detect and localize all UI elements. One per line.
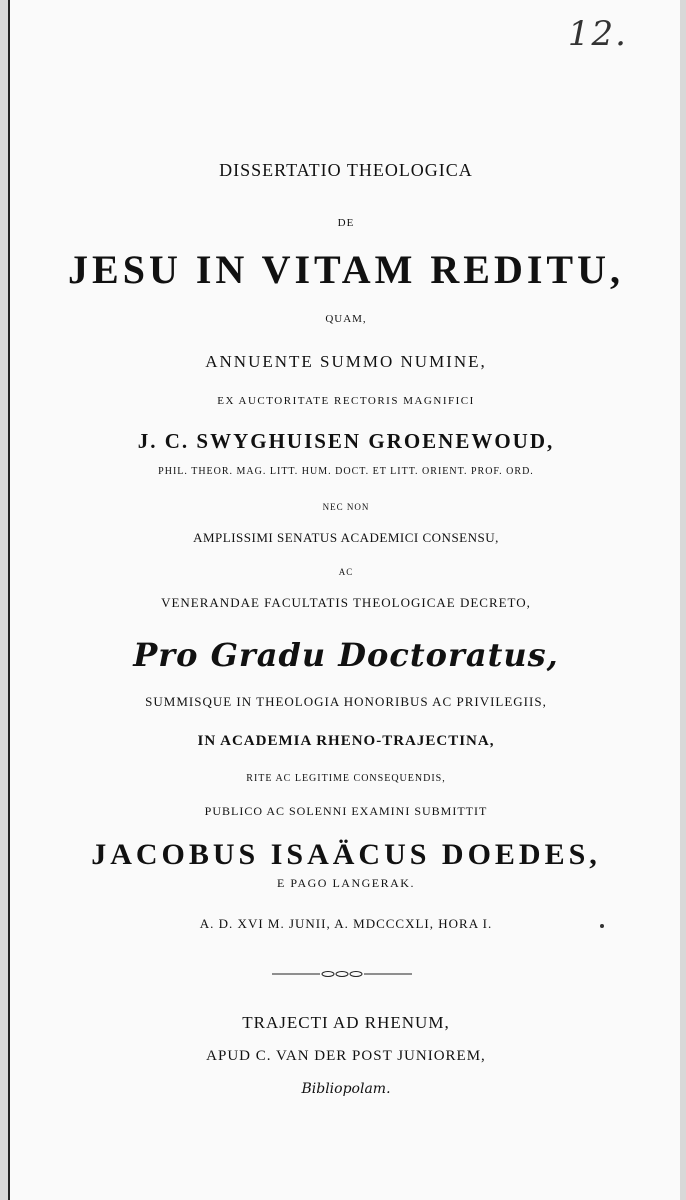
auctoritate-line: EX AUCTORITATE RECTORIS MAGNIFICI	[217, 395, 475, 407]
quam-line: QUAM,	[325, 313, 367, 325]
imprint-place: TRAJECTI AD RHENUM,	[242, 1013, 450, 1032]
ac-line: AC	[338, 567, 354, 577]
author-origin: E PAGO LANGERAK.	[277, 876, 415, 890]
annuente-line: ANNUENTE SUMMO NUMINE,	[205, 352, 487, 371]
academia-line: IN ACADEMIA RHENO-TRAJECTINA,	[197, 733, 495, 749]
senatus-line: AMPLISSIMI SENATUS ACADEMICI CONSENSU,	[193, 530, 499, 545]
preposition-de: DE	[337, 217, 355, 229]
author-name: JACOBUS ISAÄCUS DOEDES,	[91, 838, 601, 871]
imprint-bibliopolam: Bibliopolam.	[301, 1081, 391, 1097]
ink-speck	[600, 924, 604, 928]
rector-name: J. C. SWYGHUISEN GROENEWOUD,	[137, 429, 555, 453]
nec-non-line: NEC NON	[322, 502, 370, 512]
facultatis-line: VENERANDAE FACULTATIS THEOLOGICAE DECRETO,	[161, 595, 531, 610]
defense-date: A. D. XVI M. JUNII, A. MDCCCXLI, HORA I.	[199, 916, 493, 931]
examini-line: PUBLICO AC SOLENNI EXAMINI SUBMITTIT	[204, 804, 488, 818]
imprint-publisher: APUD C. VAN DER POST JUNIOREM,	[206, 1048, 486, 1064]
honoribus-line: SUMMISQUE IN THEOLOGIA HONORIBUS AC PRIVILEGIIS,	[145, 694, 547, 709]
title-page	[8, 0, 680, 1200]
rector-titles: PHIL. THEOR. MAG. LITT. HUM. DOCT. ET LITT. ORIENT. PROF. ORD.	[158, 466, 534, 477]
degree-line: Pro Gradu Doctoratus,	[133, 636, 559, 674]
dissertation-heading: DISSERTATIO THEOLOGICA	[219, 160, 473, 180]
rite-line: RITE AC LEGITIME CONSEQUENDIS,	[246, 773, 446, 784]
main-title: JESU IN VITAM REDITU,	[68, 247, 624, 292]
ornament-rule-icon	[272, 970, 412, 978]
folio-number: 12.	[567, 14, 628, 54]
